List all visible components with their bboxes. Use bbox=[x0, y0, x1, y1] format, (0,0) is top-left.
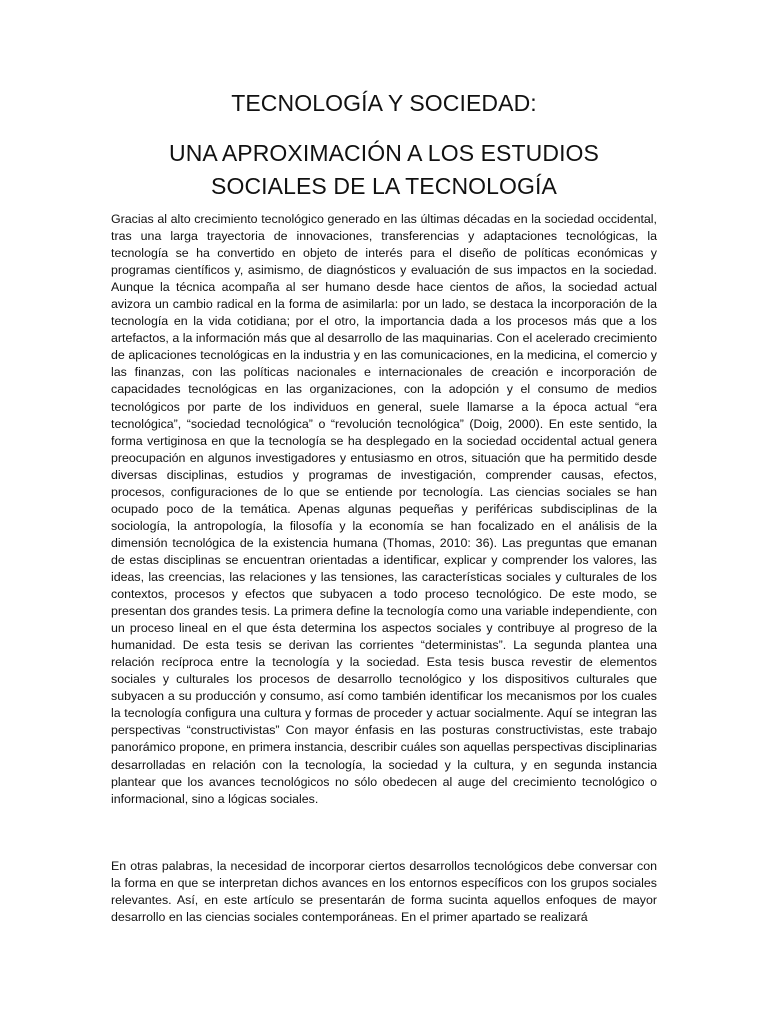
document-subtitle bbox=[0, 137, 768, 203]
subtitle-line-2: SOCIALES DE LA TECNOLOGÍA bbox=[211, 173, 557, 199]
subtitle-line-1: UNA APROXIMACIÓN A LOS ESTUDIOS bbox=[169, 140, 599, 166]
body-paragraph-1: Gracias al alto crecimiento tecnológico generado en las últimas décadas en la sociedad occidental, tras una larga trayectoria de innovaciones, transferencias y adaptaciones tecnológicas, la tecnología se ha convertido en objeto de interés para el diseño de políticas económicas y programas científicos y, asimismo, de diagnósticos y evaluación de sus impactos en la sociedad. Aunque la técnica acompaña al ser humano desde hace cientos de años, la sociedad actual avizora un cambio radical en la forma de asimilarla: por un lado, se destaca la incorporación de la tecnología en la vida cotidiana; por el otro, la importancia dada a los procesos más que a los artefactos, a la información más que al desarrollo de las maquinarias. Con el acelerado crecimiento de aplicaciones tecnológicas en la industria y en las comunicaciones, en la medicina, el comercio y las finanzas, con las políticas nacionales e internacionales de creación e incorporación de capacidades tecnológicas en las organizaciones, con la adopción y el consumo de medios tecnológicos por parte de los individuos en general, suele llamarse a la época actual “era tecnológica”, “sociedad tecnológica” o “revolución tecnológica” (Doig, 2000). En este sentido, la forma vertiginosa en que la tecnología se ha desplegado en la sociedad occidental actual genera preocupación en algunos investigadores y entusiasmo en otros, situación que ha permitido desde diversas disciplinas, estudios y programas de investigación, comprender causas, efectos, procesos, configuraciones de lo que se entiende por tecnología. Las ciencias sociales se han ocupado poco de la temática. Apenas algunas pequeñas y periféricas subdisciplinas de la sociología, la antropología, la filosofía y la economía se han focalizado en el análisis de la dimensión tecnológica de la existencia humana (Thomas, 2010: 36). Las preguntas que emanan de estas disciplinas se encuentran orientadas a identificar, explicar y comprender los valores, las ideas, las creencias, las relaciones y las tensiones, las características sociales y culturales de los contextos, procesos y efectos que subyacen a todo proceso tecnológico. De este modo, se presentan dos grandes tesis. La primera define la tecnología como una variable independiente, con un proceso lineal en el que ésta determina los aspectos sociales y contribuye al progreso de la humanidad. De esta tesis se derivan las corrientes “deterministas”. La segunda plantea una relación recíproca entre la tecnología y la sociedad. Esta tesis busca revestir de elementos sociales y culturales los procesos de desarrollo tecnológico y los dispositivos culturales que subyacen a su producción y consumo, así como también identificar los mecanismos por los cuales la tecnología configura una cultura y formas de proceder y actuar socialmente. Aquí se integran las perspectivas “constructivistas” Con mayor énfasis en las posturas constructivistas, este trabajo panorámico propone, en primera instancia, describir cuáles son aquellas perspectivas disciplinarias desarrolladas en relación con la tecnología, la sociedad y la cultura, y en segunda instancia plantear que los avances tecnológicos no sólo obedecen al auge del crecimiento tecnológico o informacional, sino a lógicas sociales. bbox=[111, 212, 657, 806]
document-title: TECNOLOGÍA Y SOCIEDAD: bbox=[231, 90, 537, 116]
body-paragraph-2: En otras palabras, la necesidad de incorporar ciertos desarrollos tecnológicos debe conversar con la forma en que se interpretan dichos avances en los entornos específicos con los grupos sociales relevantes. Así, en este artículo se presentarán de forma sucinta aquellos enfoques de mayor desarrollo en las ciencias sociales contemporáneas. En el primer apartado se realizará bbox=[111, 859, 657, 925]
